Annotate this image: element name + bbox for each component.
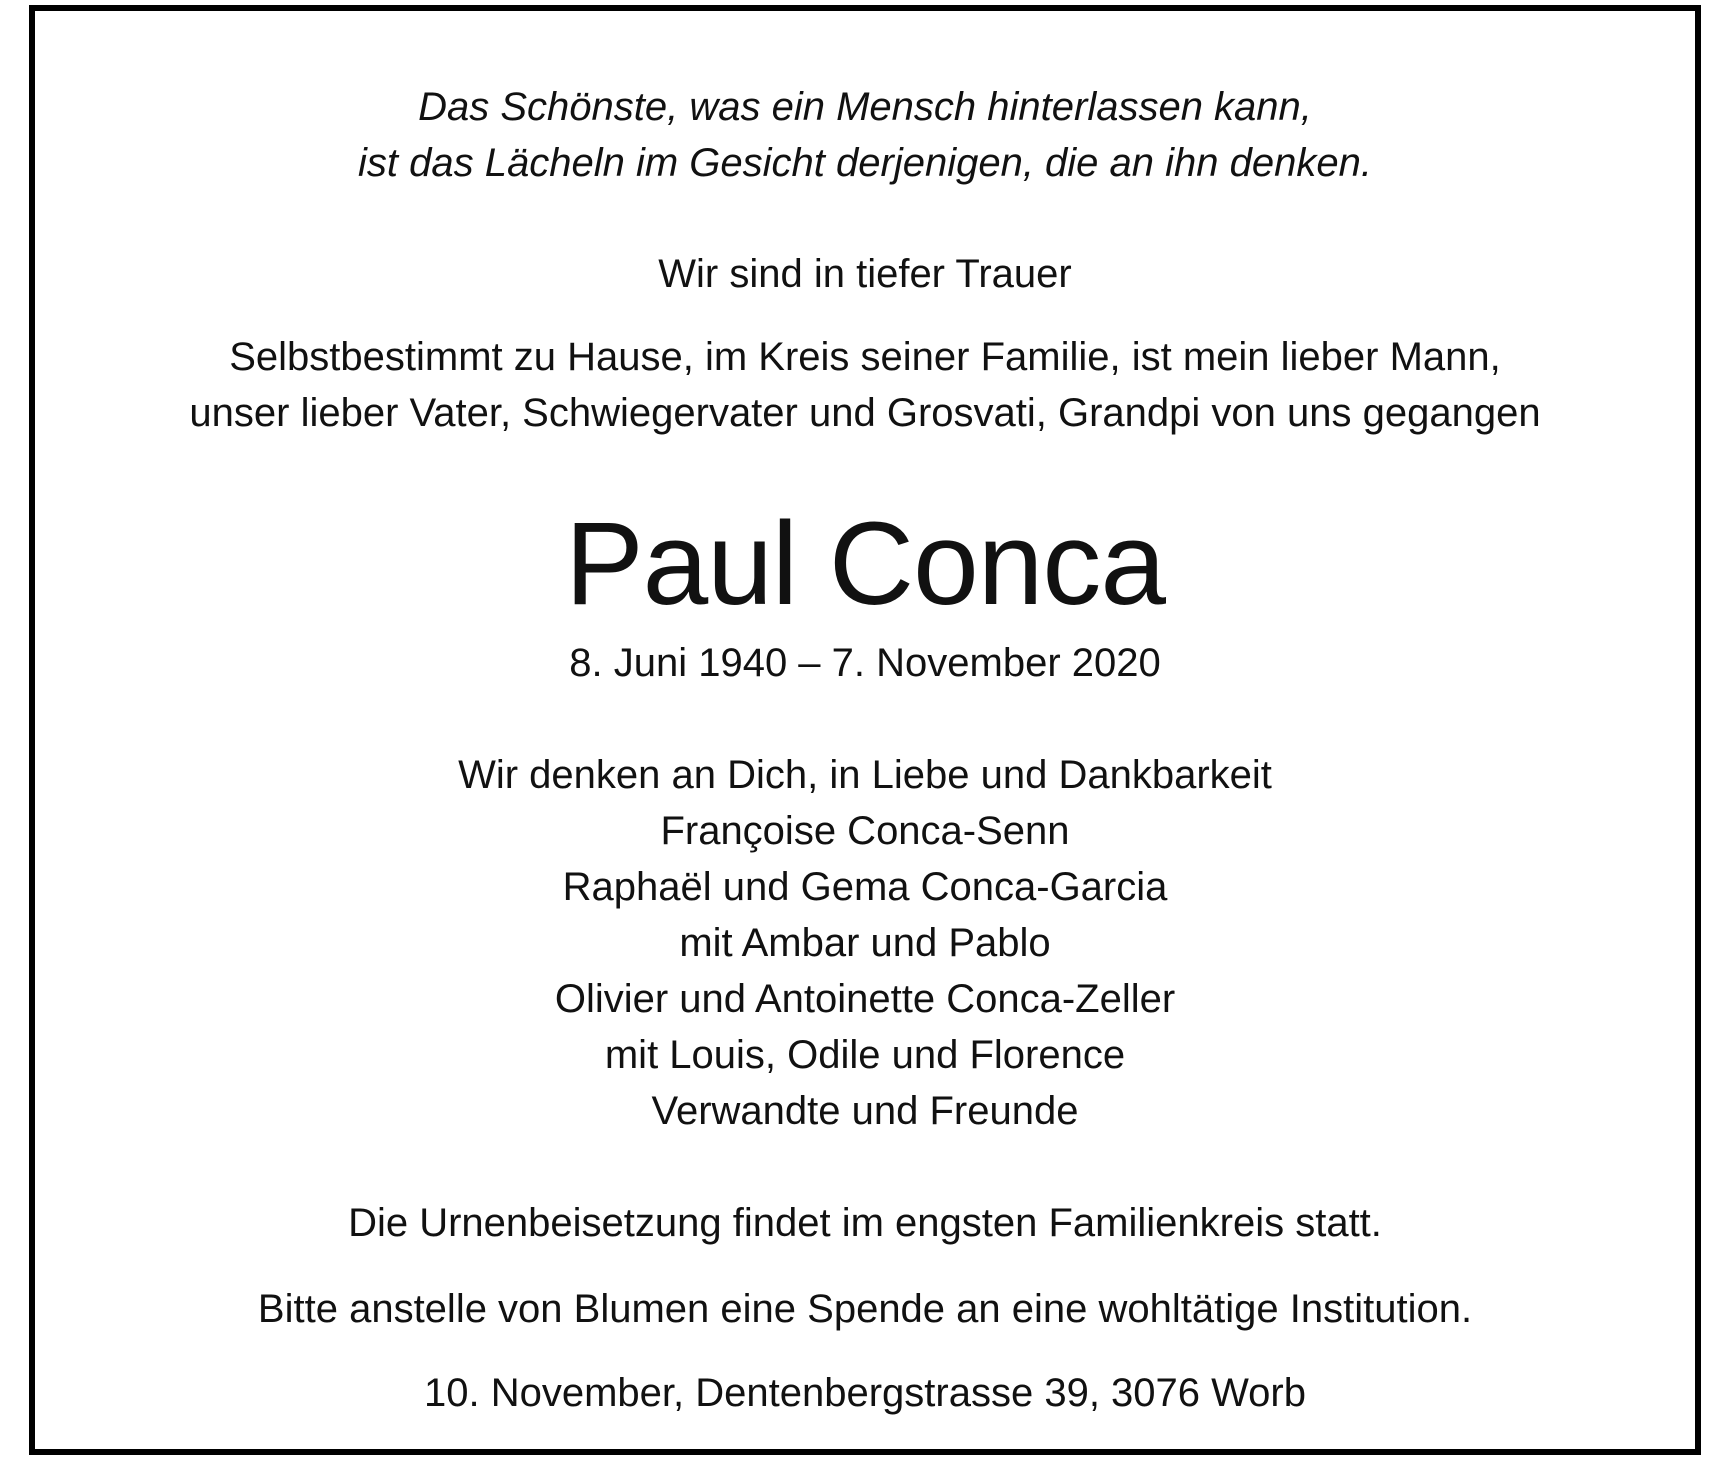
intro-text: Wir sind in tiefer Trauer (658, 252, 1072, 296)
obituary-frame (29, 5, 1701, 1455)
mourner-line-3: Raphaël und Gema Conca-Garcia (562, 865, 1168, 909)
address-line: 10. November, Dentenbergstrasse 39, 3076 Worb (424, 1371, 1306, 1415)
mourner-line-2: Françoise Conca-Senn (660, 809, 1070, 853)
motto-line-2: ist das Lächeln im Gesicht derjenigen, die an ihn denken. (358, 141, 1372, 185)
deceased-name: Paul Conca (564, 498, 1166, 630)
mourner-line-4: mit Ambar und Pablo (679, 921, 1051, 965)
mourner-line-6: mit Louis, Odile und Florence (604, 1033, 1126, 1077)
burial-notice: Die Urnenbeisetzung findet im engsten Familienkreis statt. (348, 1201, 1382, 1245)
motto-line-1: Das Schönste, was ein Mensch hinterlassen kann, (418, 85, 1312, 129)
mourner-line-7: Verwandte und Freunde (651, 1089, 1079, 1133)
donation-notice: Bitte anstelle von Blumen eine Spende an eine wohltätige Institution. (257, 1287, 1473, 1331)
announcement-line-1: Selbstbestimmt zu Hause, im Kreis seiner Familie, ist mein lieber Mann, (229, 335, 1501, 379)
mourner-line-5: Olivier und Antoinette Conca-Zeller (554, 977, 1176, 1021)
announcement-line-2: unser lieber Vater, Schwiegervater und Grosvati, Grandpi von uns gegangen (189, 391, 1541, 435)
mourner-line-1: Wir denken an Dich, in Liebe und Dankbarkeit (458, 753, 1272, 797)
life-dates: 8. Juni 1940 – 7. November 2020 (569, 641, 1161, 685)
